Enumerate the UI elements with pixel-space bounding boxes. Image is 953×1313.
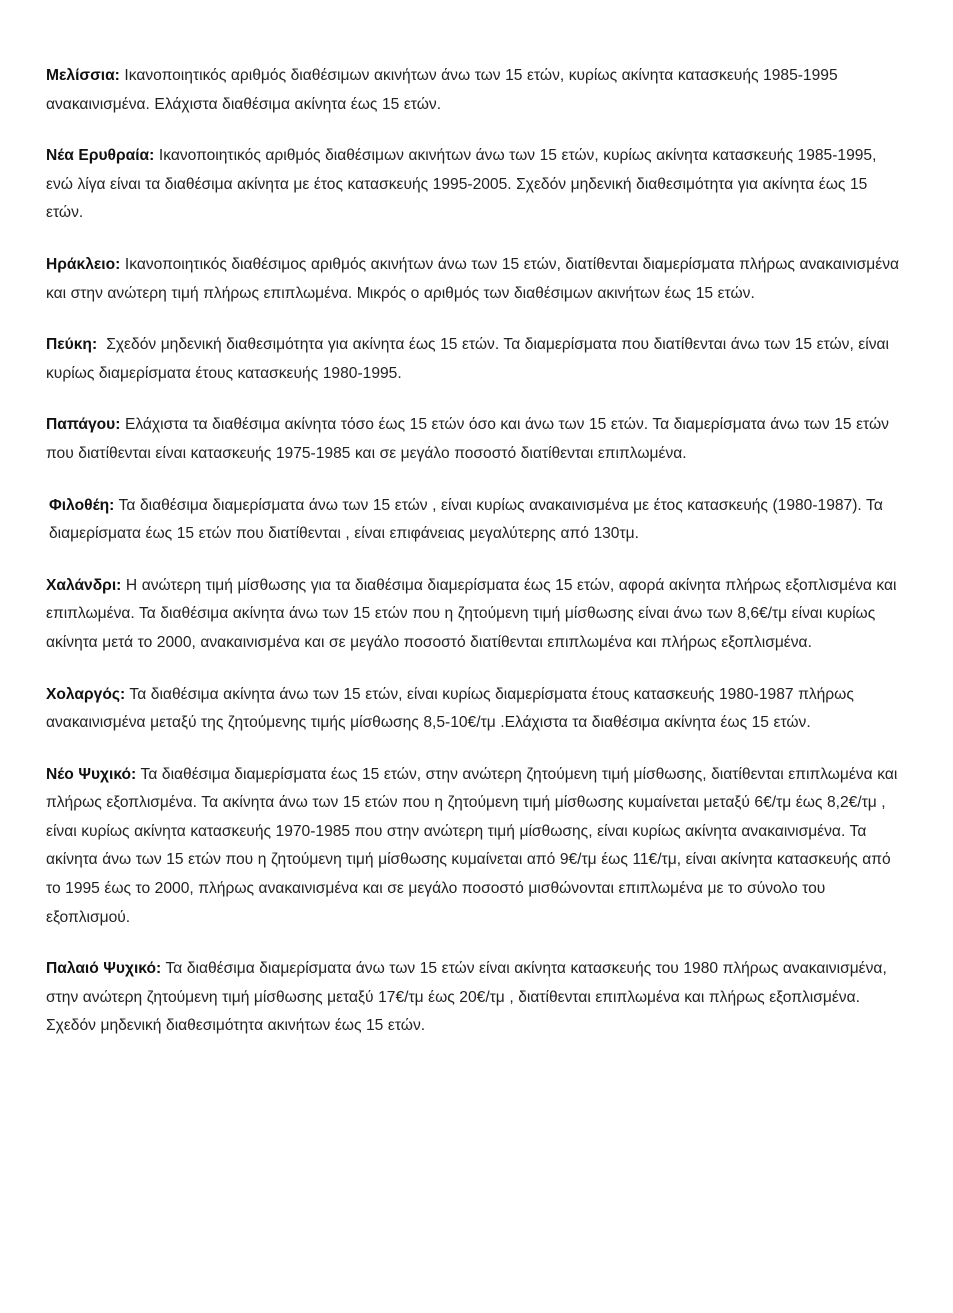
area-description: Ικανοποιητικός αριθμός διαθέσιμων ακινήτων άνω των 15 ετών, κυρίως ακίνητα κατασκευής 1985-1995 ανακαινισμένα. Ελάχιστα διαθέσιμα ακίνητα έως 15 ετών.	[46, 67, 838, 113]
area-description: Η ανώτερη τιμή μίσθωσης για τα διαθέσιμα διαμερίσματα έως 15 ετών, αφορά ακίνητα πλήρως εξοπλισμένα και επιπλωμένα. Τα διαθέσιμα ακίνητα άνω των 15 ετών που η ζητούμενη τιμή μίσθωσης είναι άνω των 8,6€/τμ είναι κυρίως ακίνητα μετά το 2000, ανακαινισμένα και σε μεγάλο ποσοστό διατίθενται επιπλωμένα και πλήρως εξοπλισμένα.	[46, 576, 897, 651]
area-entry-neo-psychiko	[46, 761, 903, 933]
area-entry-palaio-psychiko	[46, 955, 903, 1041]
area-name: Νέο Ψυχικό:	[46, 765, 137, 783]
area-description: Τα διαθέσιμα διαμερίσματα άνω των 15 ετών είναι ακίνητα κατασκευής του 1980 πλήρως ανακαινισμένα, στην ανώτερη ζητούμενη τιμή μίσθωσης μεταξύ 17€/τμ έως 20€/τμ , διατίθενται επιπλωμένα και πλήρως εξοπλισμένα. Σχεδόν μηδενική διαθεσιμότητα ακινήτων έως 15 ετών.	[46, 960, 887, 1035]
area-description: Τα διαθέσιμα διαμερίσματα άνω των 15 ετών , είναι κυρίως ανακαινισμένα με έτος κατασκευής (1980-1987). Τα διαμερίσματα έως 15 ετών που διατίθενται , είναι επιφάνειας μεγαλύτερης από 130τμ.	[49, 496, 883, 543]
area-entry-melissia	[46, 62, 903, 119]
area-name: Χολαργός:	[46, 685, 126, 703]
area-entry-pefki	[46, 331, 903, 388]
area-description: Ελάχιστα τα διαθέσιμα ακίνητα τόσο έως 15 ετών όσο και άνω των 15 ετών. Τα διαμερίσματα άνω των 15 ετών που διατίθενται είναι κατασκευής 1975-1985 και σε μεγάλο ποσοστό διατίθενται επιπλωμένα.	[46, 416, 889, 462]
area-entry-filothei	[46, 492, 903, 549]
area-name: Νέα Ερυθραία:	[46, 147, 155, 165]
area-name: Χαλάνδρι:	[46, 576, 122, 594]
area-description: Τα διαθέσιμα διαμερίσματα έως 15 ετών, στην ανώτερη ζητούμενη τιμή μίσθωσης, διατίθενται επιπλωμένα και πλήρως εξοπλισμένα. Τα ακίνητα άνω των 15 ετών που η ζητούμενη τιμή μίσθωσης κυμαίνεται μεταξύ 6€/τμ έως 8,2€/τμ , είναι κυρίως ακίνητα κατασκευής 1970-1985 που στην ανώτερη τιμή μίσθωσης, είναι κυρίως ακίνητα ανακαινισμένα. Τα ακίνητα άνω των 15 ετών που η ζητούμενη τιμή μίσθωσης κυμαίνεται από 9€/τμ έως 11€/τμ, είναι ακίνητα κατασκευής από το 1995 έως το 2000, πλήρως ανακαινισμένα και σε μεγάλο ποσοστό μισθώνονται επιπλωμένα με το σύνολο του εξοπλισμού.	[46, 765, 898, 926]
area-entry-papagou	[46, 411, 903, 468]
area-name: Φιλοθέη:	[49, 496, 115, 514]
area-description: Ικανοποιητικός διαθέσιμος αριθμός ακινήτων άνω των 15 ετών, διατίθενται διαμερίσματα πλήρως ανακαινισμένα και στην ανώτερη τιμή πλήρως επιπλωμένα. Μικρός ο αριθμός των διαθέσιμων ακινήτων έως 15 ετών.	[46, 255, 900, 302]
area-entry-cholargos	[46, 681, 903, 738]
area-entry-irakleio	[46, 251, 903, 308]
area-name: Μελίσσια:	[46, 67, 120, 84]
area-name: Παλαιό Ψυχικό:	[46, 960, 162, 978]
area-description: Σχεδόν μηδενική διαθεσιμότητα για ακίνητα έως 15 ετών. Τα διαμερίσματα που διατίθενται άνω των 15 ετών, είναι κυρίως διαμερίσματα έτους κατασκευής 1980-1995.	[46, 336, 889, 382]
area-description: Ικανοποιητικός αριθμός διαθέσιμων ακινήτων άνω των 15 ετών, κυρίως ακίνητα κατασκευής 1985-1995, ενώ λίγα είναι τα διαθέσιμα ακίνητα με έτος κατασκευής 1995-2005. Σχεδόν μηδενική διαθεσιμότητα για ακίνητα έως 15 ετών.	[46, 147, 877, 222]
area-name: Ηράκλειο:	[46, 255, 121, 273]
area-name: Πεύκη:	[46, 336, 98, 354]
area-entry-chalandri	[46, 572, 903, 658]
area-description: Τα διαθέσιμα ακίνητα άνω των 15 ετών, είναι κυρίως διαμερίσματα έτους κατασκευής 1980-1987 πλήρως ανακαινισμένα μεταξύ της ζητούμενης τιμής μίσθωσης 8,5-10€/τμ .Ελάχιστα τα διαθέσιμα ακίνητα έως 15 ετών.	[46, 685, 854, 732]
area-name: Παπάγου:	[46, 416, 121, 434]
area-entry-nea-erythraia	[46, 142, 903, 228]
